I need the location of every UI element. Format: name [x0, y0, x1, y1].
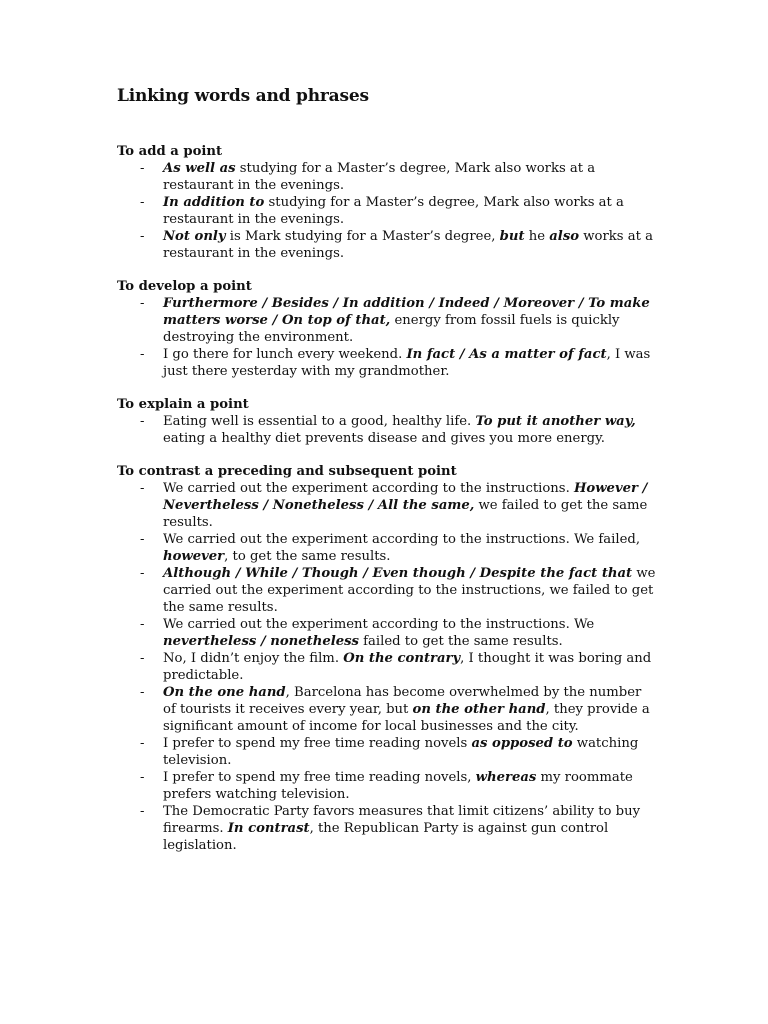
dash-bullet: - — [140, 532, 145, 547]
list-item — [117, 684, 658, 735]
linking-phrase: as opposed to — [471, 736, 573, 751]
example-text: eating a healthy diet prevents disease and gives you more energy. — [163, 431, 605, 446]
example-text: studying for a Master’s degree, Mark also works at a restaurant in the evenings. — [163, 161, 596, 193]
example-list — [117, 480, 658, 854]
example-text: , they provide a significant amount of income for local businesses and the city. — [163, 702, 650, 734]
linking-phrase: whereas — [475, 770, 537, 785]
list-item — [117, 346, 658, 380]
list-item — [117, 616, 658, 650]
list-item — [117, 769, 658, 803]
section — [117, 143, 658, 262]
example-text: No, I didn’t enjoy the film. — [163, 651, 344, 666]
section-heading: To develop a point — [117, 279, 252, 294]
dash-bullet: - — [140, 414, 145, 429]
example-text: Eating well is essential to a good, healthy life. — [163, 414, 476, 429]
section — [117, 463, 658, 854]
example-text: watching television. — [163, 736, 639, 768]
example-text: is Mark studying for a Master’s degree, — [225, 229, 500, 244]
section-heading: To add a point — [117, 144, 223, 159]
list-item — [117, 228, 658, 262]
list-item — [117, 194, 658, 228]
example-text: I prefer to spend my free time reading novels, — [163, 770, 476, 785]
linking-phrase: On the one hand — [163, 685, 286, 700]
example-text: energy from fossil fuels is quickly destroying the environment. — [163, 313, 620, 345]
example-list — [117, 413, 658, 447]
example-text: The Democratic Party favors measures that limit citizens’ ability to buy firearms. — [163, 804, 641, 836]
linking-phrase: As well as — [163, 161, 236, 176]
example-text: my roommate prefers watching television. — [163, 770, 633, 802]
example-text: , the Republican Party is against gun control legislation. — [163, 821, 609, 853]
example-text: I go there for lunch every weekend. — [163, 347, 407, 362]
dash-bullet: - — [140, 770, 145, 785]
list-item — [117, 480, 658, 531]
example-text: We carried out the experiment according to the instructions. We — [163, 617, 595, 632]
linking-phrase: Furthermore / Besides / In addition / Indeed / Moreover / To make matters worse / On top of that, — [163, 296, 650, 328]
example-text: We carried out the experiment according to the instructions. We failed, — [163, 532, 641, 547]
dash-bullet: - — [140, 651, 145, 666]
dash-bullet: - — [140, 736, 145, 751]
sections-container — [117, 143, 658, 854]
example-text: We carried out the experiment according to the instructions. — [163, 481, 574, 496]
page-title: Linking words and phrases — [117, 86, 369, 106]
section — [117, 278, 658, 380]
dash-bullet: - — [140, 296, 145, 311]
linking-phrase: To put it another way, — [475, 414, 636, 429]
dash-bullet: - — [140, 617, 145, 632]
dash-bullet: - — [140, 347, 145, 362]
list-item — [117, 413, 658, 447]
example-list — [117, 160, 658, 262]
example-list — [117, 295, 658, 380]
dash-bullet: - — [140, 195, 145, 210]
example-text: failed to get the same results. — [358, 634, 563, 649]
list-item — [117, 650, 658, 684]
dash-bullet: - — [140, 804, 145, 819]
example-text: , I thought it was boring and predictable. — [163, 651, 652, 683]
linking-phrase: nevertheless / nonetheless — [163, 634, 359, 649]
dash-bullet: - — [140, 566, 145, 581]
linking-phrase: Although / While / Though / Even though / Despite the fact that — [163, 566, 633, 581]
dash-bullet: - — [140, 481, 145, 496]
section — [117, 396, 658, 447]
linking-phrase: but — [499, 229, 525, 244]
linking-phrase: Not only — [163, 229, 226, 244]
list-item — [117, 295, 658, 346]
example-text: we failed to get the same results. — [163, 498, 648, 530]
example-text: studying for a Master’s degree, Mark also works at a restaurant in the evenings. — [163, 195, 624, 227]
example-text: works at a restaurant in the evenings. — [163, 229, 653, 261]
list-item — [117, 565, 658, 616]
list-item — [117, 735, 658, 769]
example-text: , I was just there yesterday with my grandmother. — [163, 347, 651, 379]
example-text: we carried out the experiment according to the instructions, we failed to get the same results. — [163, 566, 656, 615]
linking-phrase: In addition to — [163, 195, 265, 210]
linking-phrase: However / Nevertheless / Nonetheless / All the same, — [163, 481, 648, 513]
dash-bullet: - — [140, 685, 145, 700]
dash-bullet: - — [140, 229, 145, 244]
linking-phrase: however — [163, 549, 225, 564]
linking-phrase: In contrast — [227, 821, 310, 836]
linking-phrase: In fact / As a matter of fact — [406, 347, 607, 362]
list-item — [117, 160, 658, 194]
dash-bullet: - — [140, 161, 145, 176]
example-text: , to get the same results. — [224, 549, 391, 564]
example-text: he — [524, 229, 550, 244]
list-item — [117, 531, 658, 565]
linking-phrase: also — [549, 229, 580, 244]
linking-phrase: on the other hand — [412, 702, 546, 717]
section-heading: To explain a point — [117, 397, 249, 412]
section-heading: To contrast a preceding and subsequent point — [117, 464, 457, 479]
example-text: , Barcelona has become overwhelmed by the number of tourists it receives every year, but — [163, 685, 642, 717]
linking-phrase: On the contrary — [343, 651, 461, 666]
list-item — [117, 803, 658, 854]
example-text: I prefer to spend my free time reading novels — [163, 736, 472, 751]
